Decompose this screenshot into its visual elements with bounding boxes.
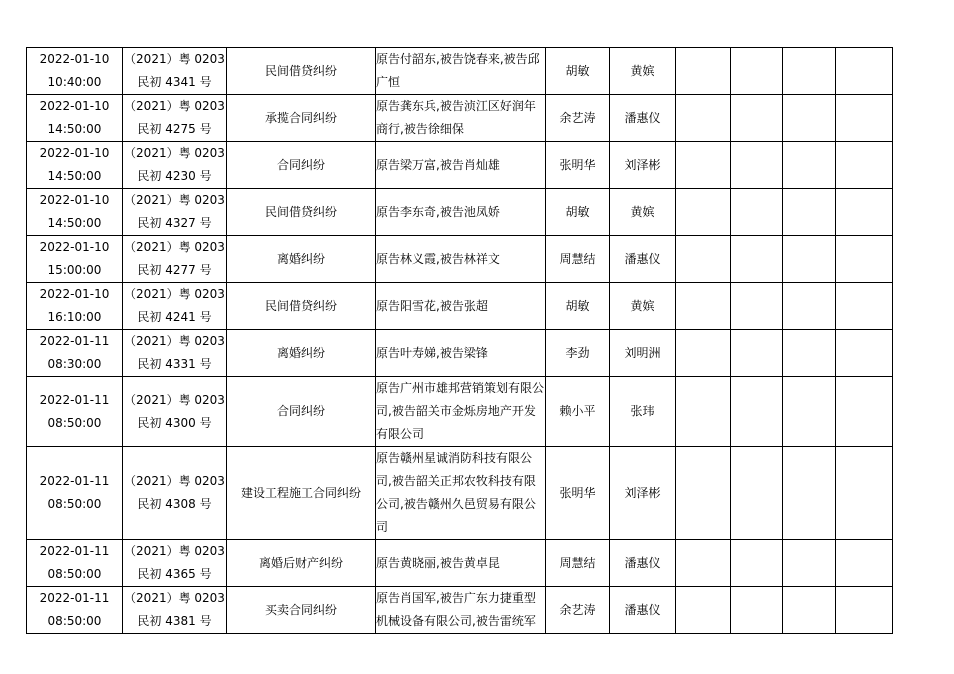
hearing-datetime-cell [27,587,123,634]
empty-cell [836,377,893,447]
hearing-time: 14:50:00 [47,122,102,136]
hearing-datetime-cell [27,447,123,540]
hearing-time: 08:50:00 [47,497,102,511]
hearing-datetime-cell [27,48,123,95]
clerk-cell: 刘泽彬 [610,447,676,540]
empty-cell [731,189,783,236]
case-number-line1: （2021）粤 0203 [124,52,225,66]
table-row [27,330,893,377]
clerk-cell: 潘惠仪 [610,587,676,634]
empty-cell [783,540,836,587]
empty-cell [836,283,893,330]
table-row [27,377,893,447]
empty-cell [836,587,893,634]
empty-cell [836,330,893,377]
empty-cell [676,330,731,377]
case-reason-cell: 买卖合同纠纷 [227,587,376,634]
parties-cell: 原告赣州星诚消防科技有限公司,被告韶关正邦农牧科技有限公司,被告赣州久邑贸易有限公司 [376,447,546,540]
hearing-time: 16:10:00 [47,310,102,324]
empty-cell [731,540,783,587]
case-number-cell [123,48,227,95]
clerk-cell: 黄嫔 [610,283,676,330]
case-number-cell [123,95,227,142]
case-number-cell [123,283,227,330]
case-reason-cell: 承揽合同纠纷 [227,95,376,142]
empty-cell [783,142,836,189]
empty-cell [676,283,731,330]
empty-cell [676,377,731,447]
hearing-date: 2022-01-10 [39,146,110,160]
judge-cell: 周慧结 [546,236,610,283]
empty-cell [836,48,893,95]
hearing-datetime-cell [27,95,123,142]
hearing-date: 2022-01-10 [39,287,110,301]
hearing-date: 2022-01-11 [39,334,110,348]
hearing-date: 2022-01-10 [39,52,110,66]
case-number-line2: 民初 4331 号 [137,357,212,371]
empty-cell [676,189,731,236]
hearing-datetime-cell [27,189,123,236]
case-number-cell [123,189,227,236]
empty-cell [731,283,783,330]
empty-cell [731,377,783,447]
hearing-time: 08:50:00 [47,567,102,581]
hearing-date: 2022-01-10 [39,240,110,254]
table-row [27,283,893,330]
case-number-line2: 民初 4341 号 [137,75,212,89]
judge-cell: 余艺涛 [546,95,610,142]
clerk-cell: 黄嫔 [610,48,676,95]
judge-cell: 周慧结 [546,540,610,587]
case-number-line2: 民初 4230 号 [137,169,212,183]
case-reason-cell: 民间借贷纠纷 [227,189,376,236]
judge-cell: 胡敏 [546,48,610,95]
hearing-datetime-cell [27,142,123,189]
case-number-line2: 民初 4327 号 [137,216,212,230]
case-number-cell [123,142,227,189]
case-number-cell [123,587,227,634]
empty-cell [731,142,783,189]
hearing-time: 14:50:00 [47,216,102,230]
case-number-line2: 民初 4381 号 [137,614,212,628]
parties-cell: 原告广州市雄邦营销策划有限公司,被告韶关市金烁房地产开发有限公司 [376,377,546,447]
empty-cell [783,587,836,634]
table-row [27,540,893,587]
hearing-date: 2022-01-10 [39,193,110,207]
judge-cell: 余艺涛 [546,587,610,634]
hearing-datetime-cell [27,283,123,330]
parties-cell: 原告阳雪花,被告张超 [376,283,546,330]
case-number-line2: 民初 4308 号 [137,497,212,511]
judge-cell: 张明华 [546,142,610,189]
table-row [27,48,893,95]
case-number-cell [123,377,227,447]
empty-cell [731,447,783,540]
case-reason-cell: 离婚纠纷 [227,236,376,283]
empty-cell [783,283,836,330]
case-number-cell [123,447,227,540]
empty-cell [731,95,783,142]
empty-cell [783,377,836,447]
case-number-cell [123,330,227,377]
table-row [27,236,893,283]
hearing-date: 2022-01-11 [39,544,110,558]
hearing-time: 08:50:00 [47,614,102,628]
clerk-cell: 张玮 [610,377,676,447]
hearing-time: 08:30:00 [47,357,102,371]
judge-cell: 张明华 [546,447,610,540]
parties-cell: 原告梁万富,被告肖灿雄 [376,142,546,189]
hearing-date: 2022-01-10 [39,99,110,113]
hearing-date: 2022-01-11 [39,474,110,488]
hearing-datetime-cell [27,377,123,447]
case-number-line1: （2021）粤 0203 [124,392,225,407]
clerk-cell: 刘明洲 [610,330,676,377]
case-number-line1: （2021）粤 0203 [124,99,225,113]
hearing-datetime-cell [27,330,123,377]
case-number-line1: （2021）粤 0203 [124,240,225,254]
hearing-time: 14:50:00 [47,169,102,183]
clerk-cell: 潘惠仪 [610,236,676,283]
judge-cell: 胡敏 [546,189,610,236]
empty-cell [676,540,731,587]
parties-cell: 原告肖国军,被告广东力捷重型机械设备有限公司,被告雷统军 [376,587,546,634]
empty-cell [783,447,836,540]
empty-cell [836,95,893,142]
empty-cell [836,142,893,189]
case-reason-cell: 离婚纠纷 [227,330,376,377]
parties-cell: 原告龚东兵,被告浈江区好润年商行,被告徐细保 [376,95,546,142]
case-number-line1: （2021）粤 0203 [124,193,225,207]
clerk-cell: 黄嫔 [610,189,676,236]
hearing-time: 10:40:00 [47,75,102,89]
empty-cell [783,189,836,236]
case-reason-cell: 合同纠纷 [227,142,376,189]
empty-cell [731,330,783,377]
empty-cell [783,48,836,95]
case-number-cell [123,540,227,587]
judge-cell: 胡敏 [546,283,610,330]
parties-cell: 原告付韶东,被告饶春来,被告邱广恒 [376,48,546,95]
clerk-cell: 刘泽彬 [610,142,676,189]
parties-cell: 原告黄晓丽,被告黄卓昆 [376,540,546,587]
empty-cell [731,48,783,95]
case-number-line2: 民初 4241 号 [137,310,212,324]
empty-cell [676,142,731,189]
clerk-cell: 潘惠仪 [610,95,676,142]
hearing-time: 08:50:00 [47,415,102,430]
empty-cell [676,236,731,283]
parties-cell: 原告李东奇,被告池凤娇 [376,189,546,236]
case-number-line2: 民初 4300 号 [137,415,212,430]
case-number-line1: （2021）粤 0203 [124,146,225,160]
table-row [27,447,893,540]
case-number-cell [123,236,227,283]
empty-cell [783,236,836,283]
empty-cell [676,587,731,634]
case-reason-cell: 离婚后财产纠纷 [227,540,376,587]
case-reason-cell: 建设工程施工合同纠纷 [227,447,376,540]
empty-cell [783,95,836,142]
empty-cell [783,330,836,377]
empty-cell [836,189,893,236]
hearing-schedule-table [26,47,893,634]
empty-cell [676,447,731,540]
hearing-datetime-cell [27,236,123,283]
hearing-date: 2022-01-11 [39,392,110,407]
case-reason-cell: 民间借贷纠纷 [227,48,376,95]
case-number-line1: （2021）粤 0203 [124,591,225,605]
empty-cell [731,236,783,283]
case-number-line2: 民初 4277 号 [137,263,212,277]
empty-cell [836,540,893,587]
case-reason-cell: 民间借贷纠纷 [227,283,376,330]
table-body [27,48,893,634]
empty-cell [836,447,893,540]
empty-cell [731,587,783,634]
empty-cell [836,236,893,283]
case-number-line2: 民初 4275 号 [137,122,212,136]
parties-cell: 原告林义霞,被告林祥文 [376,236,546,283]
case-reason-cell: 合同纠纷 [227,377,376,447]
judge-cell: 赖小平 [546,377,610,447]
table-row [27,587,893,634]
table-row [27,95,893,142]
hearing-datetime-cell [27,540,123,587]
case-number-line1: （2021）粤 0203 [124,544,225,558]
case-number-line1: （2021）粤 0203 [124,474,225,488]
case-number-line2: 民初 4365 号 [137,567,212,581]
table-row [27,142,893,189]
parties-cell: 原告叶寿娣,被告梁锋 [376,330,546,377]
hearing-date: 2022-01-11 [39,591,110,605]
empty-cell [676,95,731,142]
judge-cell: 李劲 [546,330,610,377]
empty-cell [676,48,731,95]
case-number-line1: （2021）粤 0203 [124,334,225,348]
hearing-time: 15:00:00 [47,263,102,277]
table-row [27,189,893,236]
clerk-cell: 潘惠仪 [610,540,676,587]
case-number-line1: （2021）粤 0203 [124,287,225,301]
